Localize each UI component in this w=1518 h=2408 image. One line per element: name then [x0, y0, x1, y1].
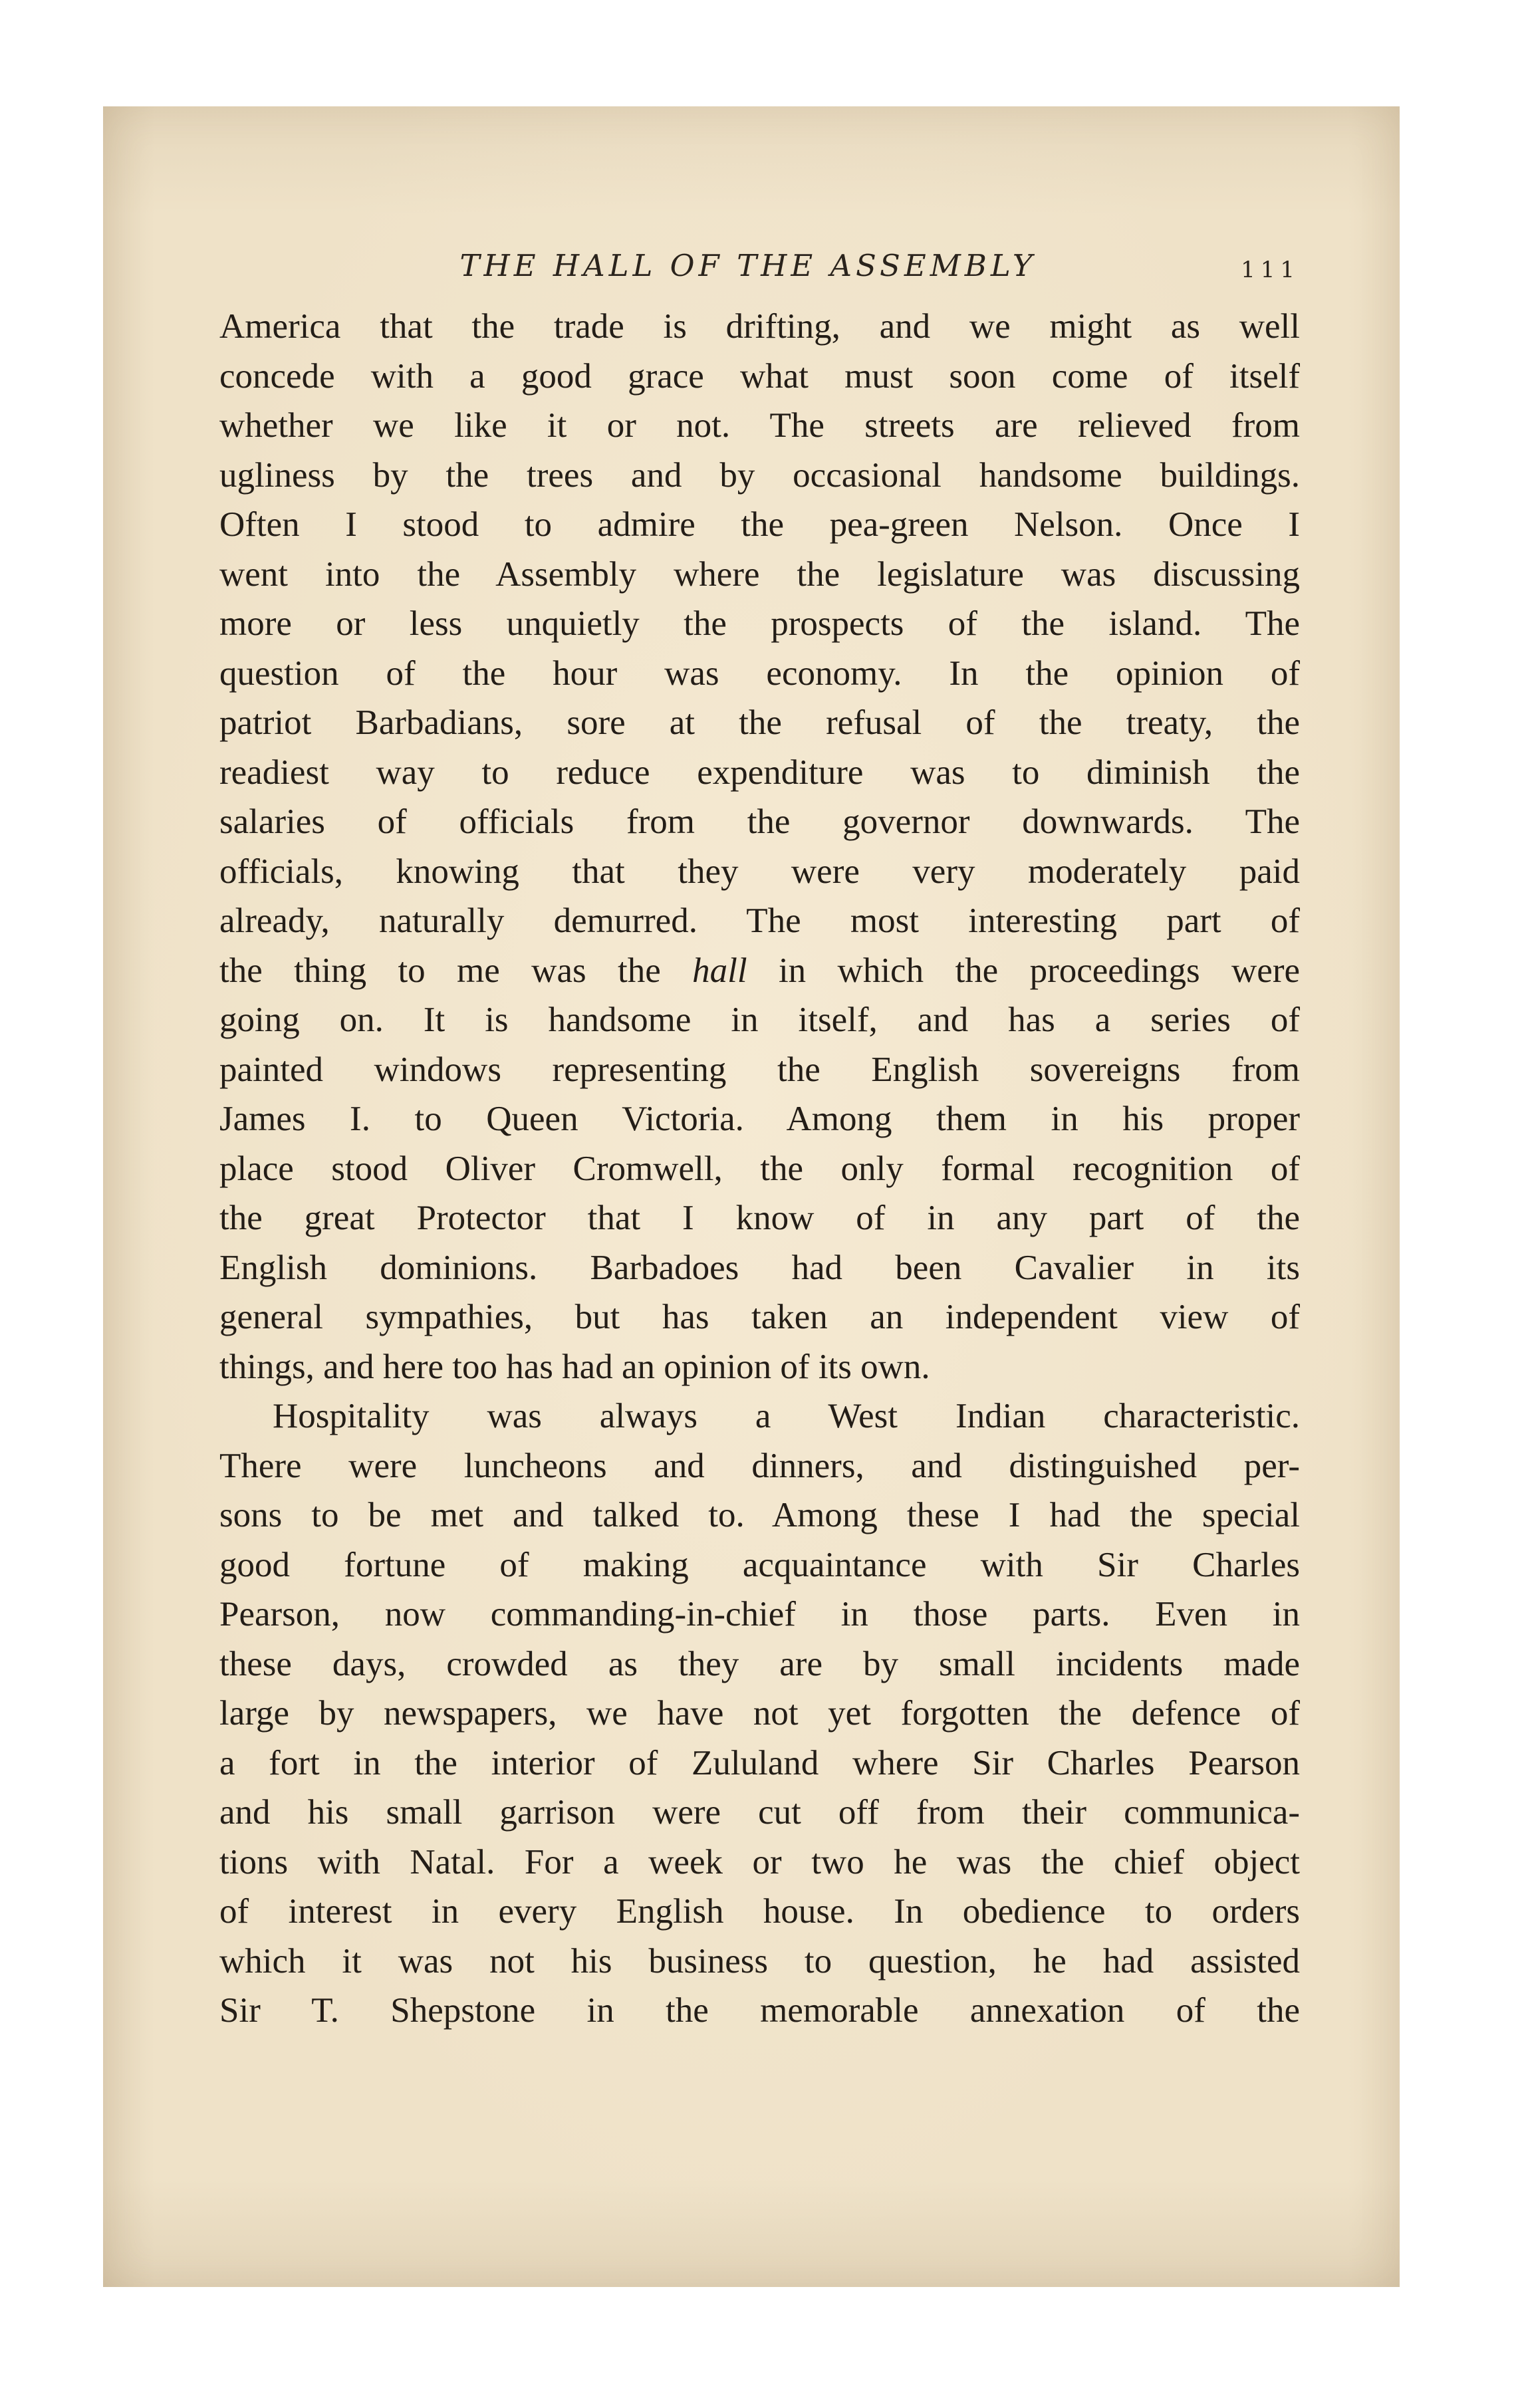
paragraph-2	[219, 1391, 1300, 2036]
italic-word: hall	[692, 951, 747, 990]
text-line: went into the Assembly where the legislature was discussing	[219, 554, 1300, 594]
text-line: officials, knowing that they were very moderately paid	[219, 852, 1300, 891]
text-line: ugliness by the trees and by occasional handsome buildings.	[219, 455, 1300, 495]
text-line: these days, crowded as they are by small incidents made	[219, 1644, 1300, 1683]
text-line: going on. It is handsome in itself, and has a series of	[219, 1001, 1300, 1039]
text-line: James I. to Queen Victoria. Among them in his proper	[219, 1100, 1300, 1138]
text-line: whether we like it or not. The streets are relieved from	[219, 406, 1300, 445]
text-line: more or less unquietly the prospects of the island. The	[219, 604, 1300, 643]
text-line-with-italic	[219, 946, 1300, 996]
running-head	[103, 239, 1400, 293]
paragraph-1	[219, 302, 1300, 1391]
text-line: things, and here too has had an opinion of its own.	[219, 1347, 930, 1386]
text-line: general sympathies, but has taken an independent view of	[219, 1298, 1300, 1336]
text-line: good fortune of making acquaintance with Sir Charles	[219, 1545, 1300, 1584]
text-line: Hospitality was always a West Indian characteristic.	[273, 1397, 1300, 1435]
text-line: and his small garrison were cut off from their communica-	[219, 1793, 1300, 1832]
text-line: already, naturally demurred. The most interesting part of	[219, 902, 1300, 940]
text-line: question of the hour was economy. In the opinion of	[219, 654, 1300, 693]
text-line: sons to be met and talked to. Among these I had the special	[219, 1496, 1300, 1534]
text-line: painted windows representing the English sovereigns from	[219, 1050, 1300, 1089]
text-line: large by newspapers, we have not yet forgotten the defence of	[219, 1694, 1300, 1733]
text-fragment: in which the proceedings were	[747, 951, 1300, 990]
text-line: English dominions. Barbadoes had been Cavalier in its	[219, 1248, 1300, 1287]
scanned-page	[103, 106, 1400, 2287]
text-line: of interest in every English house. In obedience to orders	[219, 1892, 1300, 1931]
text-line: There were luncheons and dinners, and distinguished per-	[219, 1446, 1300, 1485]
text-fragment: the thing to me was the	[219, 951, 693, 990]
text-line: Pearson, now commanding-in-chief in those parts. Even in	[219, 1595, 1300, 1633]
text-line: place stood Oliver Cromwell, the only formal recognition of	[219, 1149, 1300, 1188]
text-line: America that the trade is drifting, and we might as well	[219, 307, 1300, 346]
text-line: concede with a good grace what must soon come of itself	[219, 356, 1300, 396]
text-line: Sir T. Shepstone in the memorable annexation of the	[219, 1991, 1300, 2030]
body-text	[219, 302, 1300, 2036]
text-line: patriot Barbadians, sore at the refusal of the treaty, the	[219, 703, 1300, 742]
text-line: readiest way to reduce expenditure was to diminish the	[219, 753, 1300, 792]
page-number: 111	[1241, 257, 1300, 283]
text-line: a fort in the interior of Zululand where Sir Charles Pearson	[219, 1743, 1300, 1782]
text-line: tions with Natal. For a week or two he was the chief object	[219, 1842, 1300, 1881]
text-line: the great Protector that I know of in any part of the	[219, 1199, 1300, 1237]
text-line: salaries of officials from the governor downwards. The	[219, 802, 1300, 841]
text-line: which it was not his business to question, he had assisted	[219, 1941, 1300, 1981]
running-title: THE HALL OF THE ASSEMBLY	[459, 248, 1037, 283]
text-line: Often I stood to admire the pea-green Nelson. Once I	[219, 505, 1300, 544]
